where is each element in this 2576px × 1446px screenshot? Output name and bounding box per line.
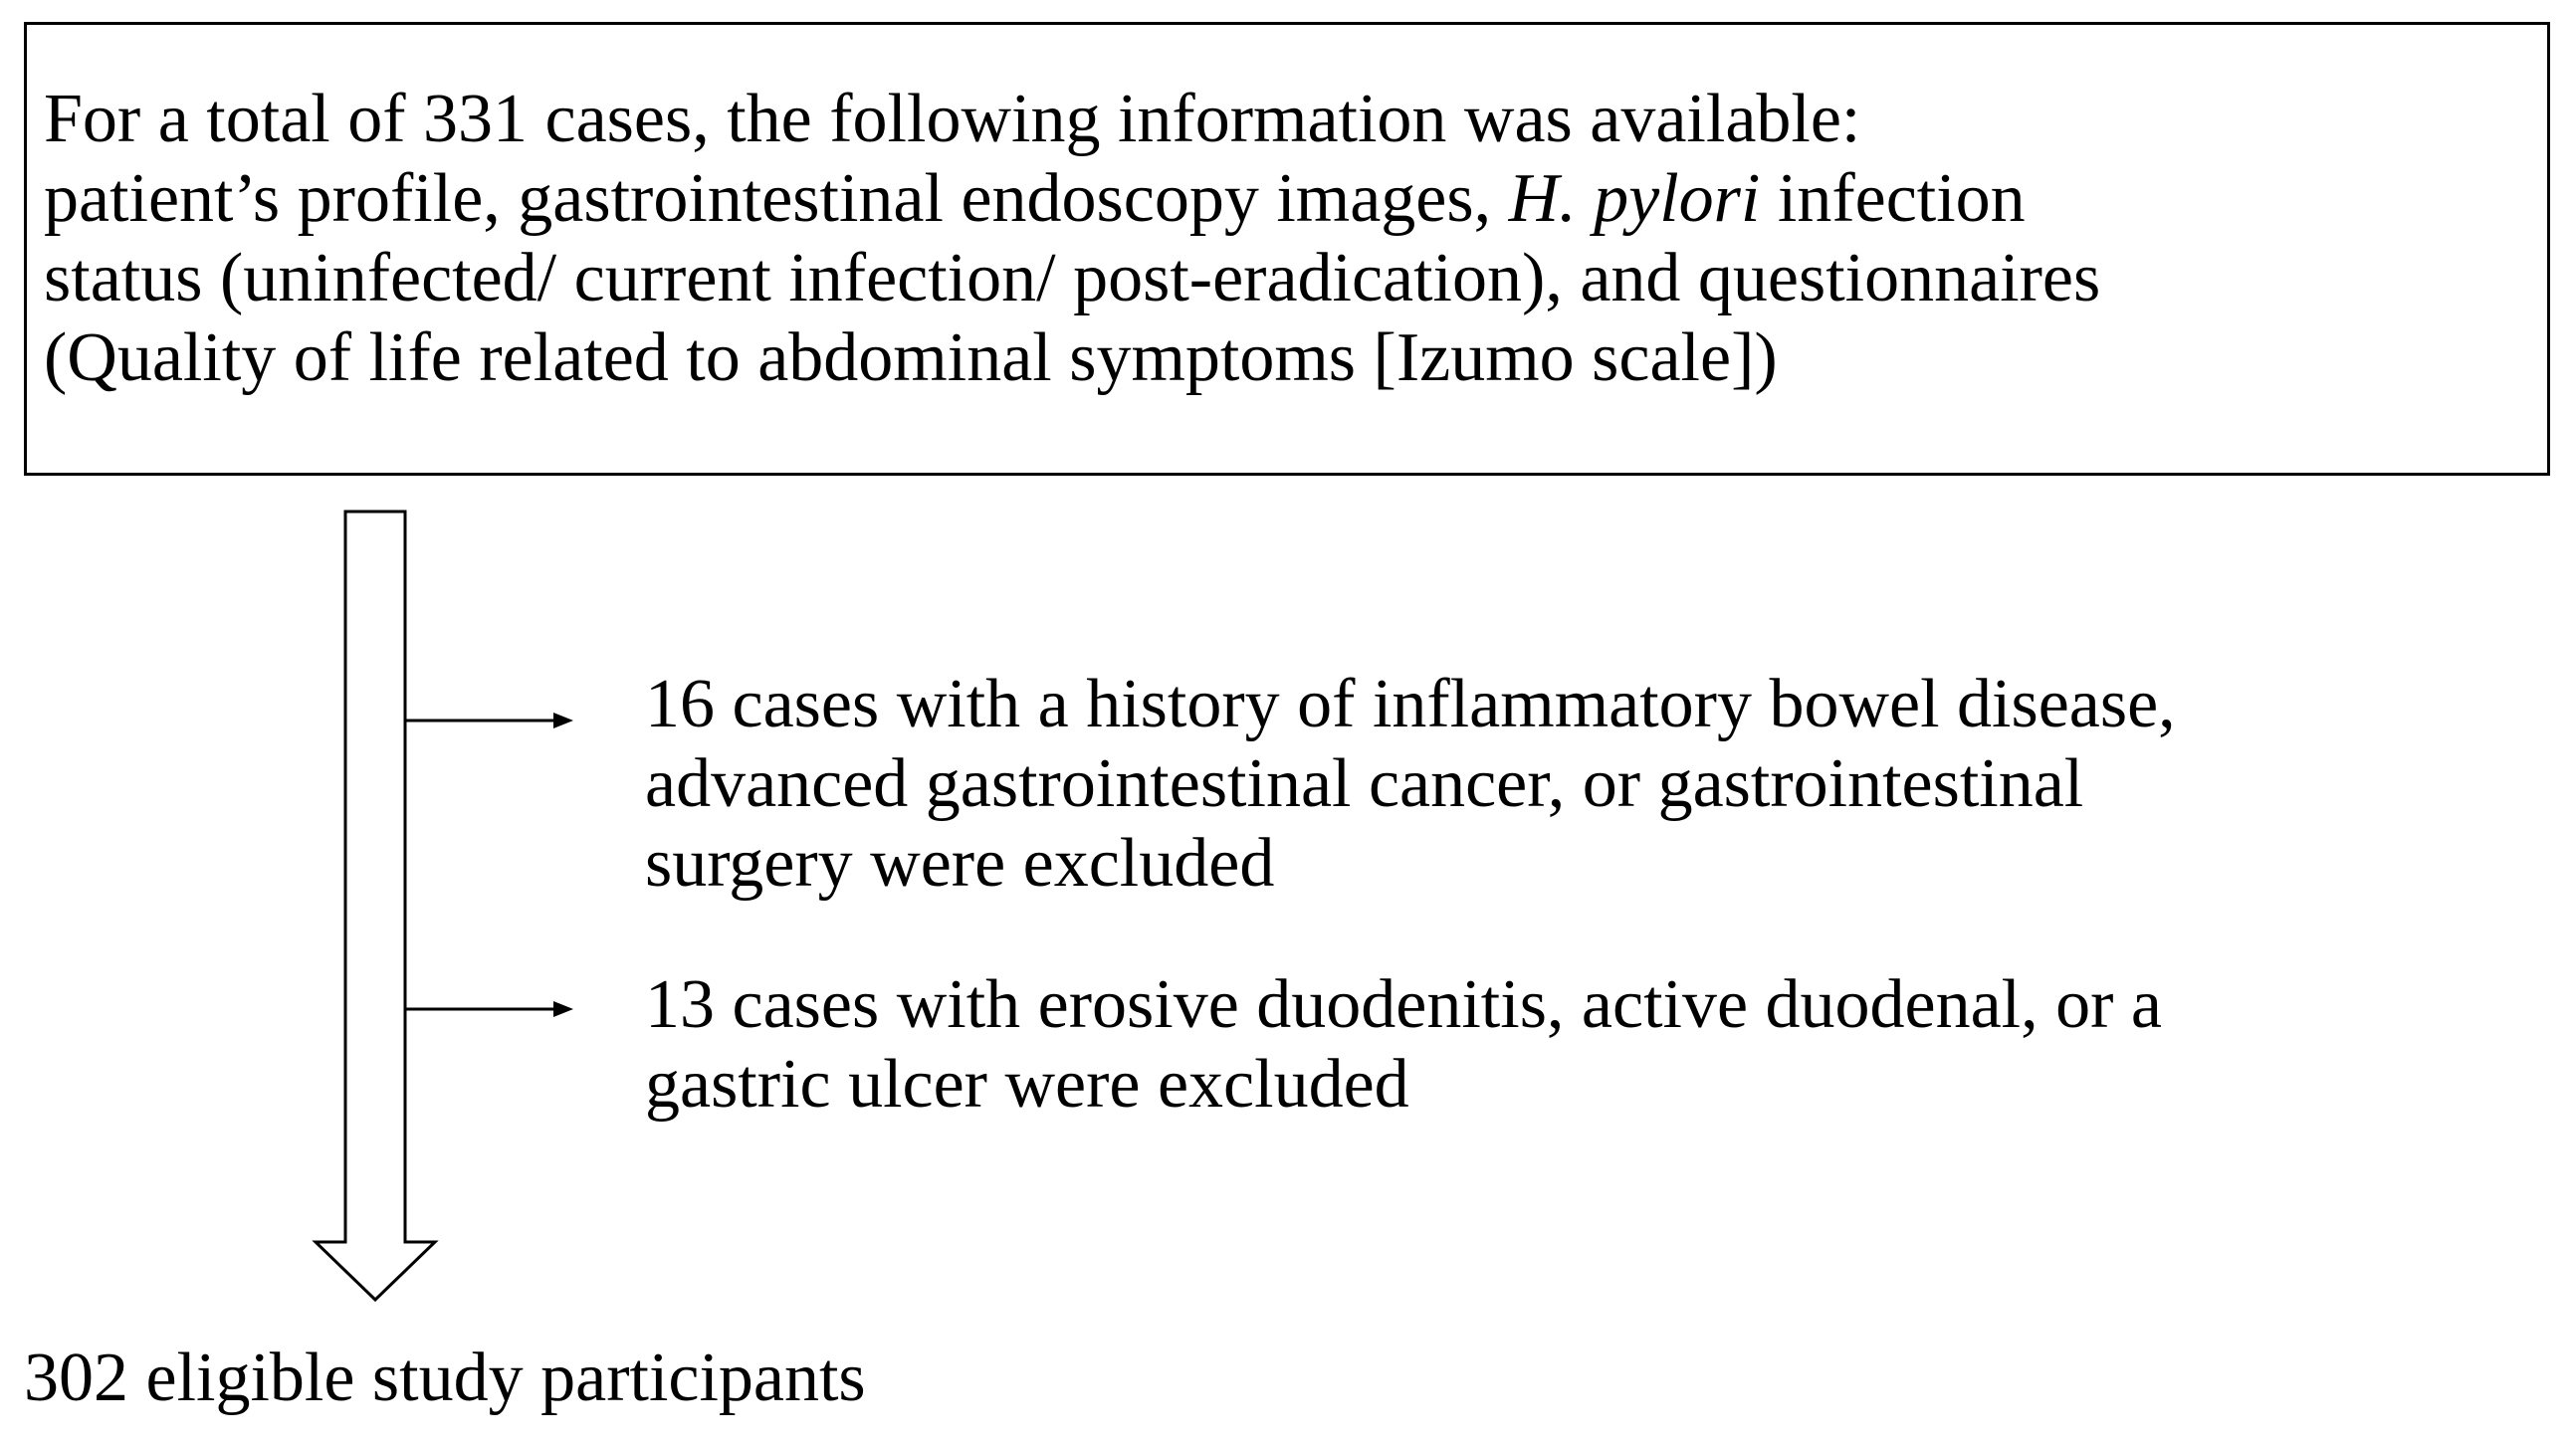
box-line-1: For a total of 331 cases, the following information was available:	[44, 81, 1861, 157]
exclusion-1-text	[645, 665, 2556, 904]
box-line-3: status (uninfected/ current infection/ post-eradication), and questionnaires	[44, 240, 2101, 316]
box-line-2-end: infection	[1760, 160, 2026, 237]
exclusion-1-line-2: advanced gastrointestinal cancer, or gastrointestinal	[645, 745, 2084, 822]
exclusion-arrow-2-head	[553, 1001, 573, 1017]
exclusion-1-line-1: 16 cases with a history of inflammatory bowel disease,	[645, 666, 2176, 742]
exclusion-1-line-3: surgery were excluded	[645, 825, 1275, 902]
box-line-4: (Quality of life related to abdominal symptoms [Izumo scale])	[44, 319, 1778, 396]
exclusion-2-text	[645, 965, 2556, 1125]
main-down-arrow	[316, 512, 435, 1300]
exclusion-2-line-2: gastric ulcer were excluded	[645, 1046, 1409, 1123]
box-line-2-start: patient’s profile, gastrointestinal endoscopy images,	[44, 160, 1509, 237]
eligible-participants-text: 302 eligible study participants	[24, 1340, 866, 1416]
exclusion-2-line-1: 13 cases with erosive duodenitis, active duodenal, or a	[645, 966, 2163, 1043]
initial-cases-text	[44, 80, 2532, 398]
h-pylori-italic: H. pylori	[1508, 160, 1761, 237]
exclusion-arrow-1-head	[553, 713, 573, 728]
box-line-2	[44, 159, 2532, 239]
